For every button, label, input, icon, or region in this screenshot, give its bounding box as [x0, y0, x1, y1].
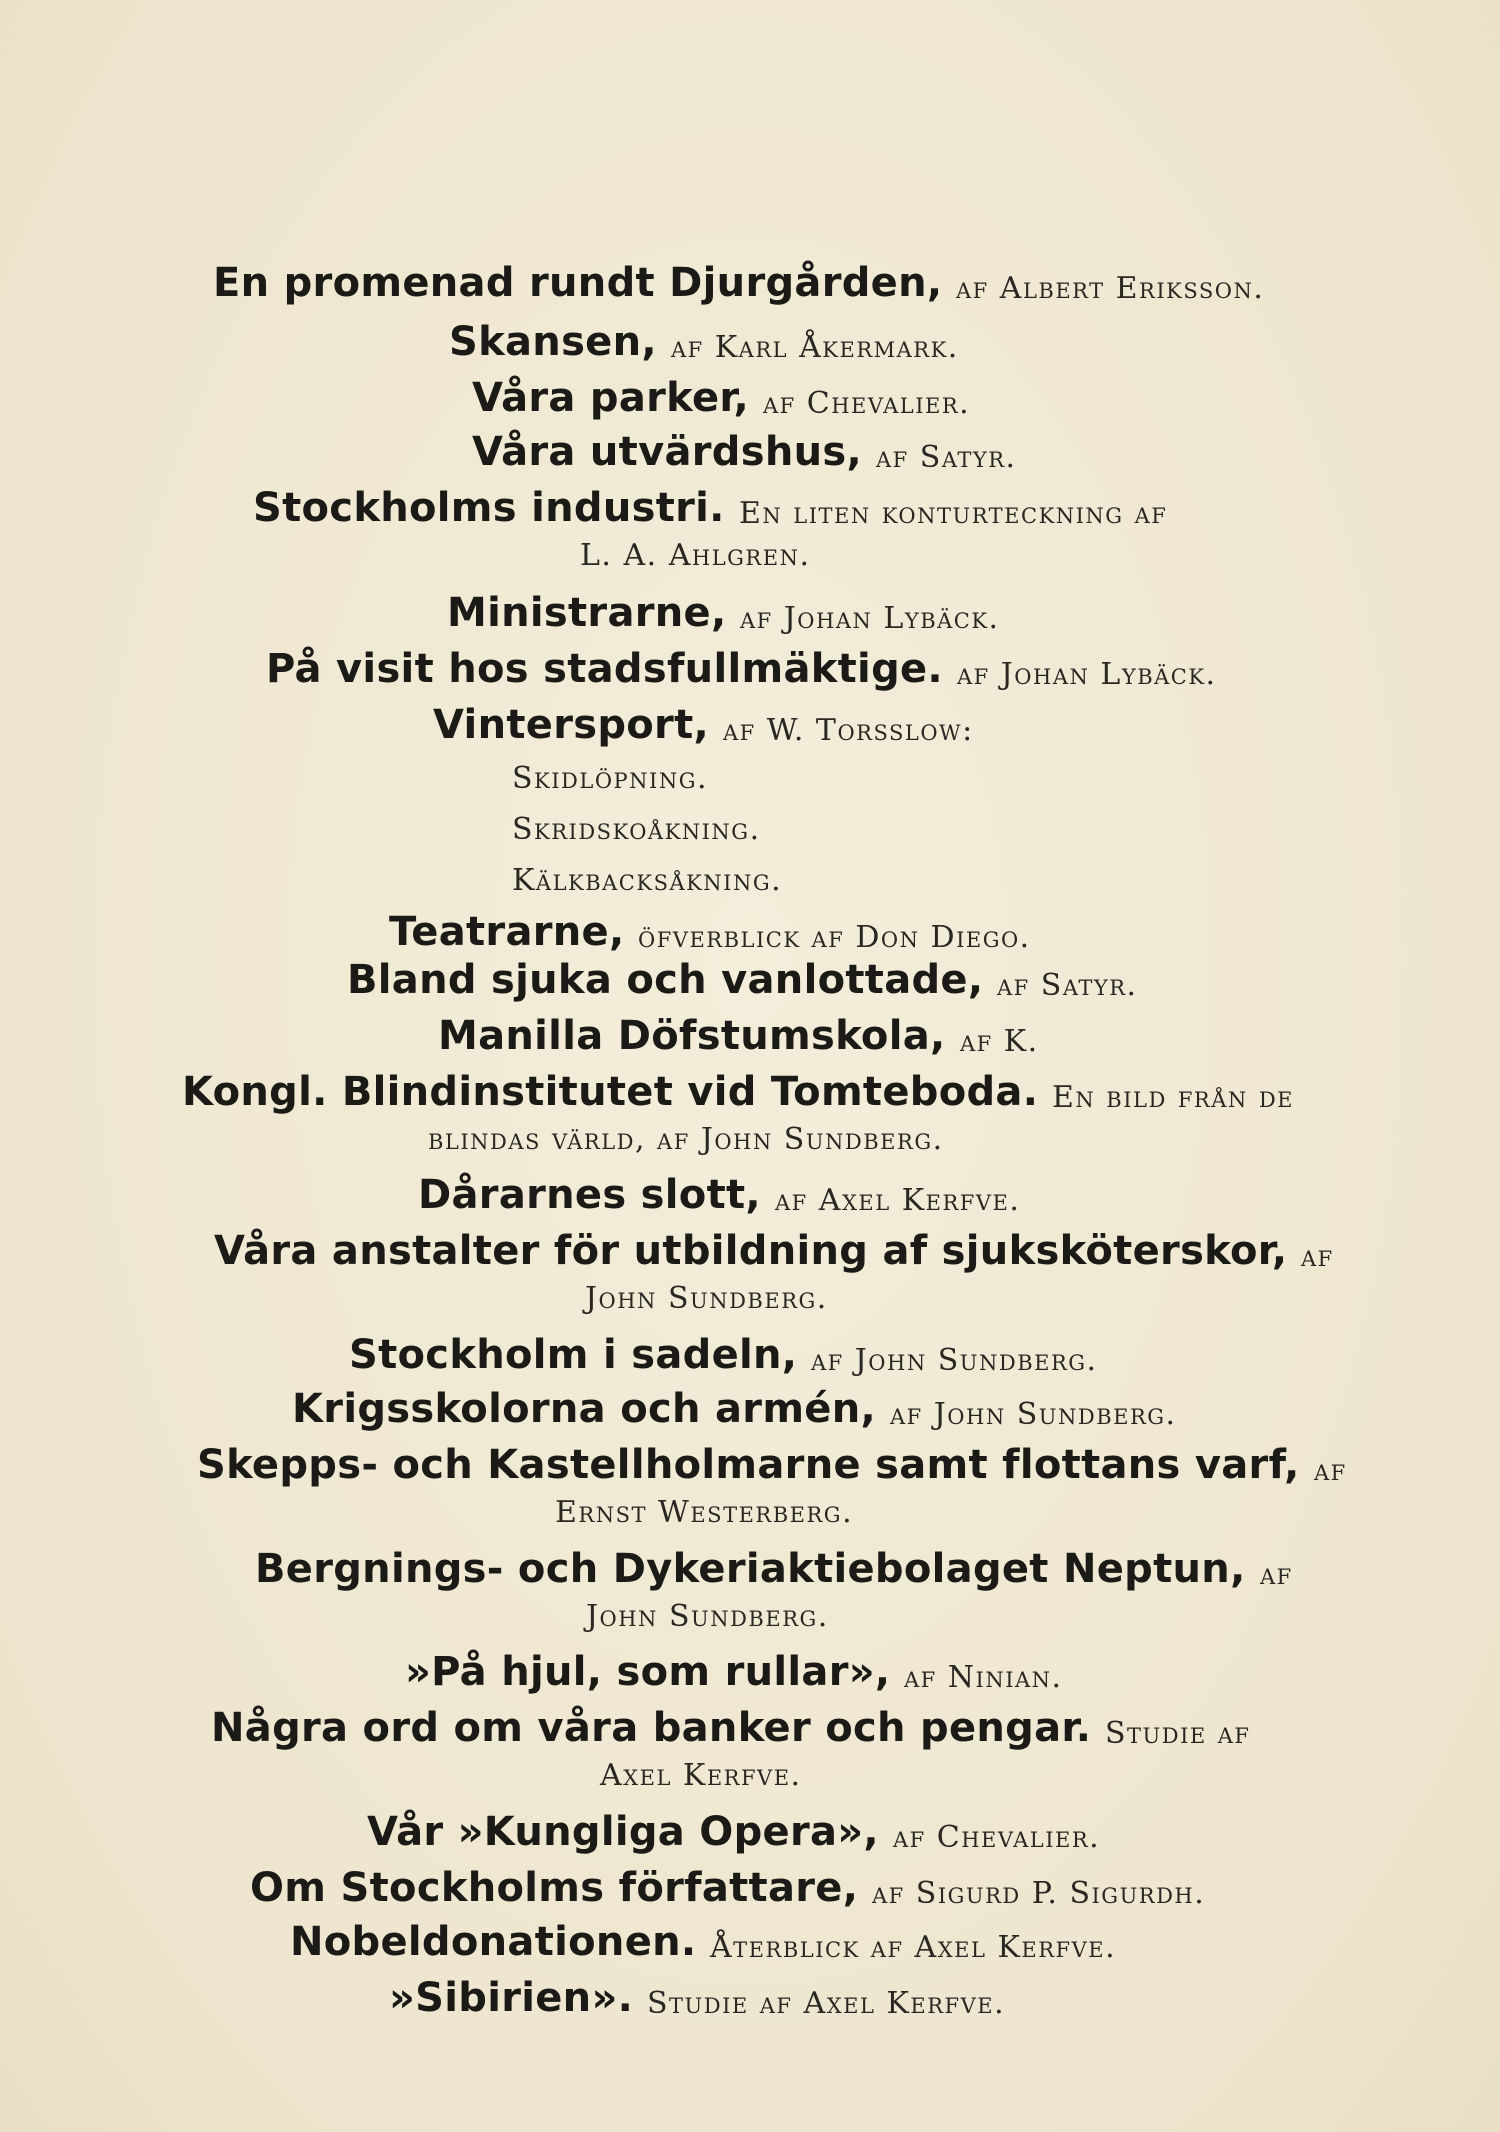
entry-title: Våra utvärdshus,	[472, 429, 862, 475]
entry-author: af Karl Åkermark.	[671, 330, 959, 365]
subitem-label: Skridskoåkning.	[512, 812, 761, 847]
toc-entry-continuation	[0, 1111, 1500, 1169]
entry-title: Några ord om våra banker och pengar.	[211, 1705, 1092, 1751]
entry-title: På visit hos stadsfullmäktige.	[266, 646, 943, 692]
subitem-label: Kälkbacksåkning.	[512, 863, 783, 898]
entry-title: Våra anstalter för utbildning af sjuksköterskor,	[214, 1228, 1288, 1274]
toc-entry-continuation	[0, 527, 1500, 585]
entry-author-continuation: John Sundberg.	[586, 1599, 829, 1634]
toc-entry-continuation	[0, 1484, 1500, 1542]
entry-author: Studie af	[1105, 1716, 1251, 1751]
toc-entry	[0, 1380, 1500, 1438]
entry-author: af Satyr.	[997, 968, 1138, 1003]
entry-author: af	[1301, 1239, 1334, 1274]
entry-title: Kongl. Blindinstitutet vid Tomteboda.	[182, 1069, 1039, 1115]
entry-author: af Albert Eriksson.	[956, 271, 1265, 306]
entry-author-continuation: Ernst Westerberg.	[555, 1495, 854, 1530]
entry-title: Stockholms industri.	[253, 485, 725, 531]
entry-author: Studie af Axel Kerfve.	[647, 1986, 1006, 2021]
entry-author: af John Sundberg.	[811, 1343, 1098, 1378]
entry-title: En promenad rundt Djurgården,	[213, 260, 943, 306]
toc-entry	[0, 951, 1500, 1009]
toc-entry-continuation	[0, 1747, 1500, 1805]
entry-author: af Johan Lybäck.	[957, 657, 1217, 692]
entry-author: En bild från de	[1052, 1080, 1294, 1115]
entry-author: Återblick af Axel Kerfve.	[710, 1930, 1117, 1965]
entry-title: Ministrarne,	[447, 590, 727, 636]
entry-author: af Axel Kerfve.	[775, 1183, 1021, 1218]
entry-author: En liten konturteckning af	[739, 496, 1168, 531]
toc-entry	[0, 423, 1500, 481]
entry-author-continuation: John Sundberg.	[585, 1281, 828, 1316]
toc-entry	[0, 1007, 1500, 1065]
entry-title: Våra parker,	[472, 375, 750, 421]
toc-entry	[0, 1166, 1500, 1224]
toc-entry	[0, 696, 1500, 754]
entry-author-continuation: Axel Kerfve.	[600, 1758, 802, 1793]
toc-entry	[0, 1326, 1500, 1384]
entry-title: Vintersport,	[433, 702, 709, 748]
subitem-label: Skidlöpning.	[512, 761, 709, 796]
entry-title: »På hjul, som rullar»,	[405, 1649, 891, 1695]
entry-author: af W. Torsslow:	[723, 713, 974, 748]
entry-author: af Chevalier.	[893, 1820, 1101, 1855]
toc-entry	[0, 313, 1500, 371]
entry-title: Nobeldonationen.	[290, 1919, 697, 1965]
toc-entry	[0, 1803, 1500, 1861]
entry-title: Teatrarne,	[389, 909, 625, 955]
entry-title: Dårarnes slott,	[418, 1172, 761, 1218]
entry-author: af K.	[960, 1024, 1039, 1059]
entry-title: Skepps- och Kastellholmarne samt flottans varf,	[197, 1442, 1300, 1488]
toc-entry-continuation	[0, 1270, 1500, 1328]
entry-title: Om Stockholms författare,	[250, 1865, 859, 1911]
entry-author: af Chevalier.	[763, 386, 971, 421]
toc-entry	[0, 1969, 1500, 2027]
toc-entry	[0, 254, 1500, 312]
entry-author: af Satyr.	[876, 440, 1017, 475]
entry-author: af John Sundberg.	[890, 1397, 1177, 1432]
entry-title: Skansen,	[449, 319, 657, 365]
toc-entry	[0, 1913, 1500, 1971]
entry-title: Krigsskolorna och armén,	[292, 1386, 876, 1432]
entry-author: af Johan Lybäck.	[740, 601, 1000, 636]
entry-title: Vår »Kungliga Opera»,	[367, 1809, 879, 1855]
toc-subitem	[0, 852, 1500, 910]
toc-subitem	[0, 750, 1500, 808]
toc-entry	[0, 640, 1500, 698]
toc-entry-continuation	[0, 1588, 1500, 1646]
entry-title: Manilla Döfstumskola,	[438, 1013, 946, 1059]
toc-entry	[0, 1859, 1500, 1917]
toc-entry	[0, 584, 1500, 642]
entry-author-continuation: L. A. Ahlgren.	[580, 538, 811, 573]
entry-title: Bergnings- och Dykeriaktiebolaget Neptun,	[255, 1546, 1246, 1592]
entry-author-continuation: blindas värld, af John Sundberg.	[428, 1122, 944, 1157]
entry-title: »Sibirien».	[389, 1975, 634, 2021]
toc-entry	[0, 369, 1500, 427]
entry-author: öfverblick af Don Diego.	[638, 920, 1031, 955]
entry-title: Stockholm i sadeln,	[349, 1332, 798, 1378]
entry-author: af Sigurd P. Sigurdh.	[872, 1876, 1206, 1911]
toc-subitem	[0, 801, 1500, 859]
entry-title: Bland sjuka och vanlottade,	[347, 957, 984, 1003]
toc-entry	[0, 1643, 1500, 1701]
entry-author: af Ninian.	[904, 1660, 1063, 1695]
entry-author: af	[1314, 1453, 1347, 1488]
entry-author: af	[1260, 1557, 1293, 1592]
